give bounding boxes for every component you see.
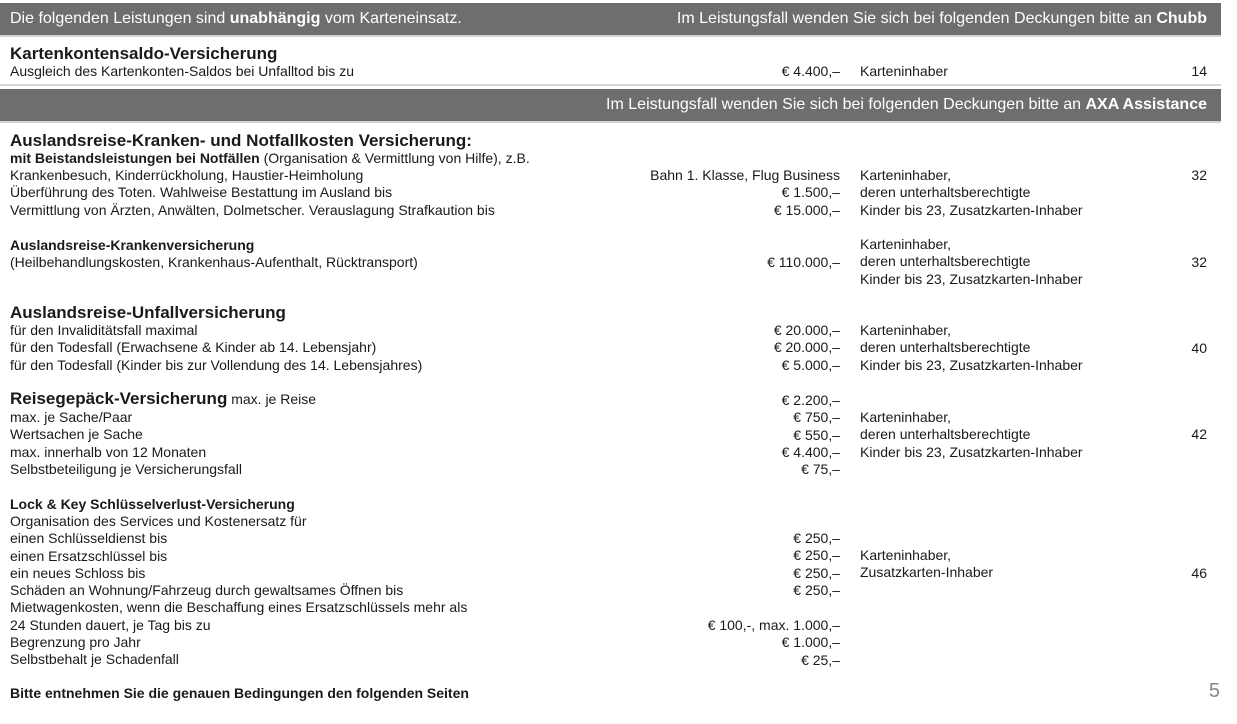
unfall-page-ref[interactable]: 40: [1191, 340, 1207, 356]
kranken-line: (Heilbehandlungskosten, Krankenhaus-Aufenthalt, Rücktransport): [10, 254, 418, 270]
section-title-unfall: Auslandsreise-Unfallversicherung: [10, 303, 286, 322]
kranken-page-ref[interactable]: 32: [1191, 254, 1207, 270]
section-title-kranken: Auslandsreise-Krankenversicherung: [10, 237, 255, 253]
unfall-amounts: € 20.000,– € 20.000,– € 5.000,–: [773, 322, 840, 373]
section-title-notfall: Auslandsreise-Kranken- und Notfallkosten Versicherung:: [10, 131, 472, 150]
footer-note: Bitte entnehmen Sie die genauen Bedingungen den folgenden Seiten: [10, 685, 469, 701]
divider: [0, 84, 1221, 86]
unfall-insured: Karteninhaber, deren unterhaltsberechtigte Kinder bis 23, Zusatzkarten-Inhaber: [860, 322, 1083, 373]
lock-lines: Organisation des Services und Kostenersatz für einen Schlüsseldienst bis einen Ersatzschlüssel bis ein neues Schloss bis Schäden an Wohnung/Fahrzeug durch gewaltsames Öffnen bis Mietwagenkosten, wenn die Beschaffung eines Ersatzschlüssels mehr als 24 Stunden dauert, je Tag bis zu Begrenzung pro Jahr Selbstbehalt je Schadenfall: [10, 513, 468, 668]
page-number: 5: [1208, 680, 1220, 702]
gepaeck-lines: max. je Sache/Paar Wertsachen je Sache max. innerhalb von 12 Monaten Selbstbeteiligung je Versicherungsfall: [10, 409, 242, 477]
saldo-amount: € 4.400,–: [781, 63, 840, 79]
independent-notice: Die folgenden Leistungen sind unabhängig vom Karteneinsatz.: [10, 10, 462, 27]
unfall-lines: für den Invaliditätsfall maximal für den Todesfall (Erwachsene & Kinder ab 14. Lebensjahr) für den Todesfall (Kinder bis zur Vollendung des 14. Lebensjahres): [10, 322, 423, 373]
gepaeck-insured: Karteninhaber, deren unterhaltsberechtigte Kinder bis 23, Zusatzkarten-Inhaber: [860, 409, 1083, 460]
notfall-subtitle: mit Beistandsleistungen bei Notfällen (Organisation & Vermittlung von Hilfe), z.B.: [10, 150, 530, 166]
gepaeck-amounts: € 2.200,– € 750,– € 550,– € 4.400,– € 75,–: [781, 392, 840, 478]
lock-amounts-a: € 250,– € 250,– € 250,– € 250,–: [793, 530, 840, 598]
notfall-insured: Karteninhaber, deren unterhaltsberechtigte Kinder bis 23, Zusatzkarten-Inhaber: [860, 167, 1083, 218]
notfall-page-ref[interactable]: 32: [1191, 167, 1207, 183]
notfall-amounts: Bahn 1. Klasse, Flug Business € 1.500,– € 15.000,–: [650, 167, 840, 218]
saldo-insured: Karteninhaber: [860, 63, 948, 79]
notfall-lines: Krankenbesuch, Kinderrückholung, Haustier-Heimholung Überführung des Toten. Wahlweise Bestattung im Ausland bis Vermittlung von Ärzten, Anwälten, Dolmetscher. Verauslagung Strafkaution bis: [10, 167, 495, 218]
kranken-insured: Karteninhaber, deren unterhaltsberechtigte Kinder bis 23, Zusatzkarten-Inhaber: [860, 236, 1083, 287]
lock-insured: Karteninhaber, Zusatzkarten-Inhaber: [860, 547, 994, 581]
section-title-saldo: Kartenkontensaldo-Versicherung: [10, 44, 278, 63]
contact-notice-chubb: Im Leistungsfall wenden Sie sich bei folgenden Deckungen bitte an Chubb: [676, 10, 1207, 27]
section-title-gepaeck: Reisegepäck-Versicherung max. je Reise: [10, 389, 317, 408]
section-title-lock: Lock & Key Schlüsselverlust-Versicherung: [10, 496, 295, 512]
header-bar-axa: [0, 89, 1221, 123]
saldo-description: Ausgleich des Kartenkonten-Saldos bei Unfalltod bis zu: [10, 63, 354, 79]
header-bar-chubb: [0, 3, 1221, 37]
kranken-amount: € 110.000,–: [767, 254, 840, 270]
gepaeck-page-ref[interactable]: 42: [1191, 426, 1207, 442]
saldo-page-ref[interactable]: 14: [1191, 63, 1207, 79]
contact-notice-axa: Im Leistungsfall wenden Sie sich bei folgenden Deckungen bitte an AXA Assistance: [606, 96, 1207, 113]
lock-amounts-b: € 100,-, max. 1.000,– € 1.000,– € 25,–: [707, 617, 840, 668]
lock-page-ref[interactable]: 46: [1191, 565, 1207, 581]
